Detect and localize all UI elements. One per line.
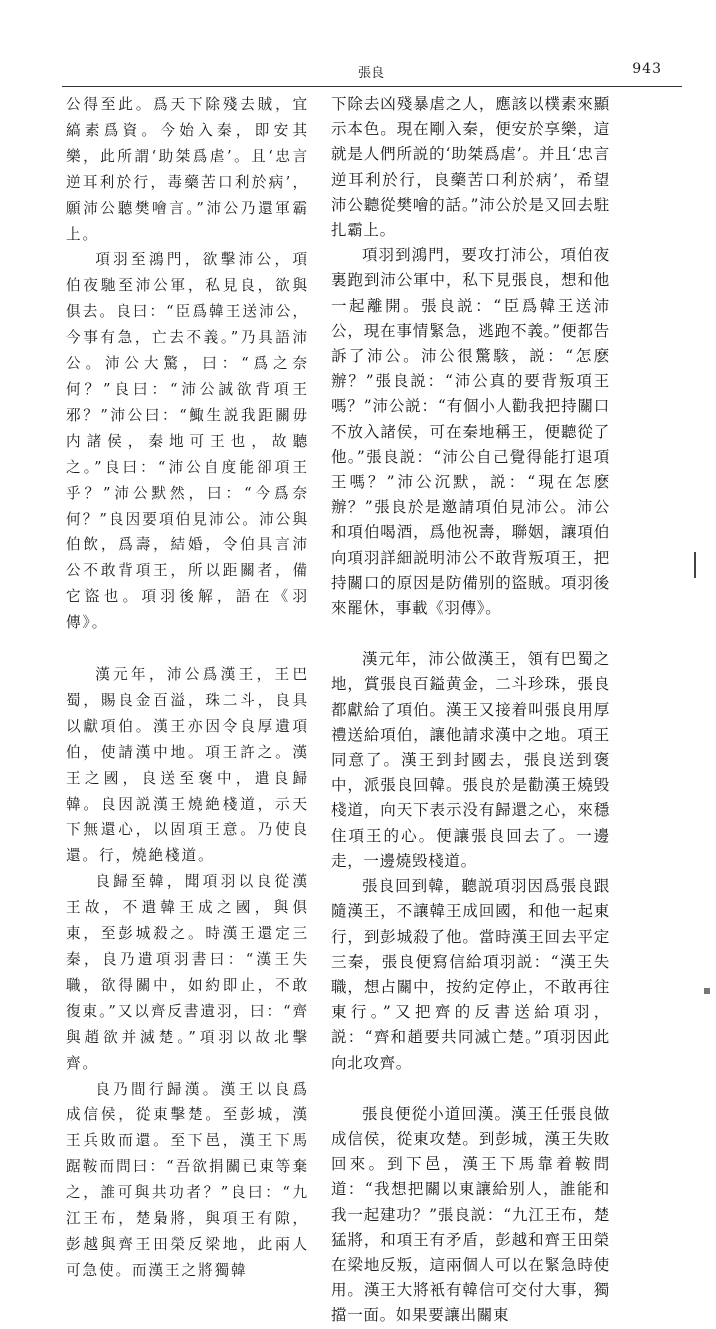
page-header (66, 58, 676, 82)
classical-paragraph: 良乃間行歸漢。漢王以良爲成信侯，從東擊楚。至彭城，漢王兵敗而還。至下邑，漢王下馬踞鞍而問曰：“吾欲捐關已東等棄之，誰可與共功者？”良曰：“九江王布，楚梟將，與項王有隙，彭越與齊王田榮反梁地，此兩人可急使。而漢王之將獨韓 (66, 1080, 309, 1279)
translation-paragraph: 下除去凶殘暴虐之人，應該以樸素來顯示本色。現在剛入秦，便安於享樂，這就是人們所説的‘助桀爲虐’。并且‘忠言逆耳利於行，良藥苦口利於病’，希望沛公聽從樊噲的話。”沛公於是又回去駐扎霸上。 (331, 95, 610, 240)
translation-paragraph: 張良便從小道回漢。漢王任張良做成信侯，從東攻楚。到彭城，漢王失敗回來。到下邑，漢王下馬靠着鞍問道：“我想把關以東讓給别人，誰能和我一起建功？”張良説：“九江王布，楚猛將，和項王有矛盾，彭越和齊王田榮在梁地反叛，這兩個人可以在緊急時使用。漢王大將衹有韓信可交付大事，獨擋一面。如果要讓出關東 (331, 1104, 610, 1325)
translation-paragraph: 漢元年，沛公做漢王，領有巴蜀之地，賞張良百鎰黄金，二斗珍珠，張良都獻給了項伯。漢王又接着叫張良用厚禮送給項伯，讓他請求漢中之地。項王同意了。漢王到封國去，張良送到褒中，派張良回韓。張良於是勸漢王燒毁棧道，向天下表示没有歸還之心，來穩住項王的心。便讓張良回去了。一邊走，一邊燒毁棧道。 (331, 650, 610, 870)
translation-column (331, 92, 610, 1329)
classical-paragraph: 公得至此。爲天下除殘去賊，宜縞素爲資。今始入秦，即安其樂，此所謂‘助桀爲虐’。且‘忠言逆耳利於行，毒藥苦口利於病’，願沛公聽樊噲言。”沛公乃還軍霸上。 (66, 96, 309, 243)
classical-paragraph: 漢元年，沛公爲漢王，王巴蜀，賜良金百溢，珠二斗，良具以獻項伯。漢王亦因令良厚遺項伯，使請漢中地。項王許之。漢王之國，良送至褒中，遣良歸韓。良因説漢王燒絶棧道，示天下無還心，以固項王意。乃使良還。行，燒絶棧道。 (66, 666, 309, 865)
translation-paragraph: 張良回到韓，聽説項羽因爲張良跟隨漢王，不讓韓王成回國，和他一起東行，到彭城殺了他。當時漢王回去平定三秦，張良便寫信給項羽説：“漢王失職，想占關中，按約定停止，不敢再往東行。”又把齊的反書送給項羽，説：“齊和趙要共同滅亡楚。”項羽因此向北攻齊。 (331, 877, 610, 1072)
classical-text-column (66, 92, 309, 1284)
classical-paragraph: 良歸至韓，聞項羽以良從漢王故，不遣韓王成之國，與俱東，至彭城殺之。時漢王還定三秦，良乃遺項羽書曰：“漢王失職，欲得關中，如約即止，不敢復東。”又以齊反書遺羽，曰：“齊與趙欲并滅楚。”項羽以故北擊齊。 (66, 873, 309, 1072)
header-rule (62, 86, 682, 87)
margin-mark (694, 552, 696, 578)
running-title: 張良 (357, 66, 384, 81)
page-number: 943 (632, 61, 662, 77)
scan-mark (704, 988, 710, 994)
classical-paragraph: 項羽至鴻門，欲擊沛公，項伯夜馳至沛公軍，私見良，欲與俱去。良曰：“臣爲韓王送沛公，今事有急，亡去不義。”乃具語沛公。沛公大驚，曰：“爲之奈何？”良曰：“沛公誠欲背項王邪？”沛公曰：“鯫生説我距關毋内諸侯，秦地可王也，故聽之。”良曰：“沛公自度能卻項王乎？”沛公默然，曰：“今爲奈何？”良因要項伯見沛公。沛公與伯飲，爲壽，結婚，令伯具言沛公不敢背項王，所以距關者，備它盜也。項羽後解，語在《羽傳》。 (66, 251, 309, 632)
translation-paragraph: 項羽到鴻門，要攻打沛公，項伯夜裏跑到沛公軍中，私下見張良，想和他一起離開。張良説：“臣爲韓王送沛公，現在事情緊急，逃跑不義。”便都告訴了沛公。沛公很驚駭，説：“怎麽辦？”張良説：“沛公真的要背叛項王嗎？”沛公説：“有個小人勸我把持關口不放入諸侯，可在秦地稱王，便聽從了他。”張良説：“沛公自己覺得能打退項王嗎？”沛公沉默，説：“現在怎麽辦？”張良於是邀請項伯見沛公。沛公和項伯喝酒，爲他祝壽，聯姻，讓項伯向項羽詳細説明沛公不敢背叛項王，把持關口的原因是防備别的盜賊。項羽後來罷休，事載《羽傳》。 (331, 246, 610, 618)
